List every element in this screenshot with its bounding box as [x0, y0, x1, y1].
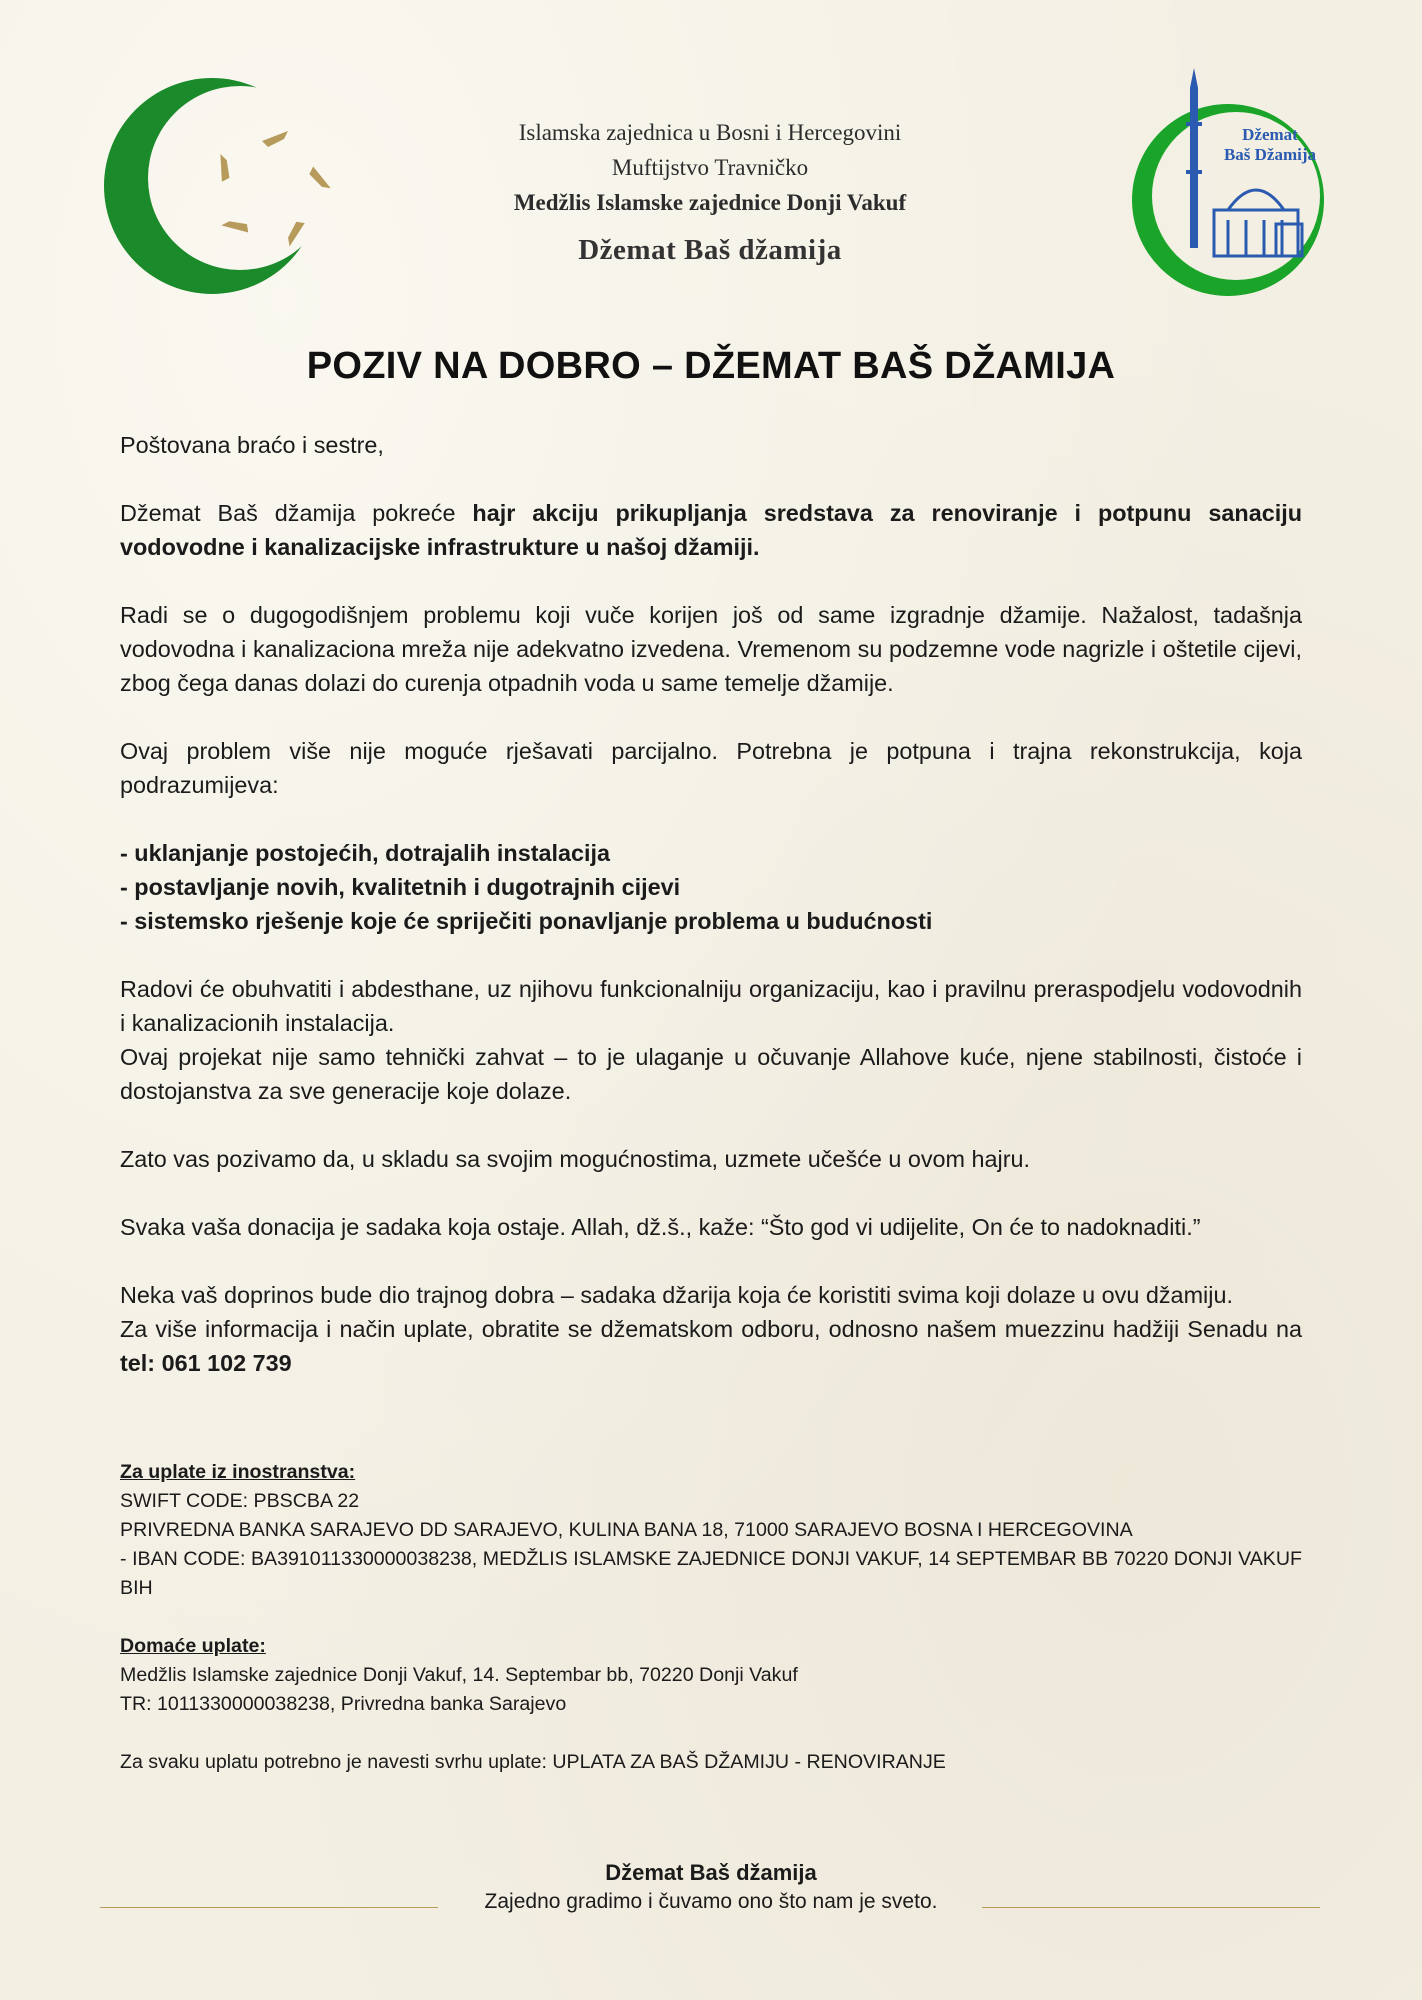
paragraph-2: Radi se o dugogodišnjem problemu koji vuče korijen još od same izgradnje džamije. Nažalost, tadašnja vodovodna i kanalizaciona mreža nije adekvatno izvedena. Vremenom su podzemne vode nagrizle i oštetile cijevi, zbog čega danas dolazi do curenja otpadnih voda u same temelje džamije.: [120, 602, 1302, 696]
payment-details: [120, 1458, 1302, 1777]
paragraph-3: Ovaj problem više nije moguće rješavati parcijalno. Potrebna je potpuna i trajna rekonstrukcija, koja podrazumijeva:: [120, 738, 1302, 798]
paragraph-6: Zato vas pozivamo da, u skladu sa svojim mogućnostima, uzmete učešće u ovom hajru.: [120, 1146, 1031, 1172]
payment-purpose-note: Za svaku uplatu potrebno je navesti svrhu uplate: UPLATA ZA BAŠ DŽAMIJU - RENOVIRANJE: [120, 1751, 946, 1773]
paragraph-4: Radovi će obuhvatiti i abdesthane, uz njihovu funkcionalniju organizaciju, kao i pravilnu preraspodjelu vodovodnih i kanalizacionih instalacija.: [120, 976, 1302, 1036]
footer-slogan-text: Zajedno gradimo i čuvamo ono što nam je sveto.: [484, 1890, 938, 1913]
iban-code: - IBAN CODE: BA391011330000038238, MEDŽLIS ISLAMSKE ZAJEDNICE DONJI VAKUF, 14 SEPTEMBAR BB 70220 DONJI VAKUF BIH: [120, 1548, 1302, 1599]
dzemat-name: Džemat Baš džamija: [578, 234, 842, 266]
bank-address: PRIVREDNA BANKA SARAJEVO DD SARAJEVO, KULINA BANA 18, 71000 SARAJEVO BOSNA I HERCEGOVINA: [120, 1519, 1133, 1541]
org-name-line2: Muftijstvo Travničko: [611, 155, 809, 180]
greeting: Poštovana braćo i sestre,: [120, 432, 384, 458]
paragraph-5: Ovaj projekat nije samo tehnički zahvat – to je ulaganje u očuvanje Allahove kuće, njene stabilnosti, čistoće i dostojanstva za sve generacije koje dolaze.: [120, 1044, 1302, 1104]
paragraph-9-lead: Za više informacija i način uplate, obratite se džematskom odboru, odnosno našem muezzinu hadžiji Senadu na: [120, 1316, 1302, 1342]
crescent-star-icon: [100, 76, 332, 294]
logo-text-dzemat: Džemat: [1242, 125, 1298, 144]
paragraph-9: [120, 1312, 1302, 1380]
paragraph-1-lead: Džemat Baš džamija pokreće: [120, 500, 473, 526]
domestic-payments-heading: Domaće uplate:: [120, 1635, 266, 1657]
domestic-address: Medžlis Islamske zajednice Donji Vakuf, 14. Septembar bb, 70220 Donji Vakuf: [120, 1664, 798, 1686]
paragraph-7: Svaka vaša donacija je sadaka koja ostaje. Allah, dž.š., kaže: “Što god vi udijelite, On će to nadoknaditi.”: [120, 1214, 1201, 1240]
dzemat-logo: [1128, 60, 1328, 300]
islamic-community-logo: [100, 76, 332, 294]
logo-text-bas-dzamija: Baš Džamija: [1223, 145, 1317, 164]
letter-body: [120, 428, 1302, 1380]
footer-slogan: [0, 1890, 1422, 1914]
paragraph-1-bold: hajr akciju prikupljanja sredstava za renoviranje i potpunu sanaciju vodovodne i kanalizacijske infrastrukture u našoj džamiji.: [120, 500, 1302, 560]
domestic-account: TR: 1011330000038238, Privredna banka Sarajevo: [120, 1693, 567, 1715]
footer-title: Džemat Baš džamija: [605, 1860, 817, 1885]
organization-header: [410, 115, 1010, 267]
list-item: - sistemsko rješenje koje će spriječiti ponavljanje problema u budućnosti: [120, 908, 933, 934]
contact-phone: tel: 061 102 739: [120, 1350, 292, 1376]
document-title: POZIV NA DOBRO – DŽEMAT BAŠ DŽAMIJA: [306, 345, 1116, 387]
list-item: - postavljanje novih, kvalitetnih i dugotrajnih cijevi: [120, 874, 681, 900]
org-name-line3: Medžlis Islamske zajednice Donji Vakuf: [513, 190, 907, 215]
list-item: - uklanjanje postojećih, dotrajalih instalacija: [120, 840, 611, 866]
foreign-payments-heading: Za uplate iz inostranstva:: [120, 1461, 356, 1483]
mosque-icon: [1128, 60, 1328, 300]
paragraph-8: Neka vaš doprinos bude dio trajnog dobra – sadaka džarija koja će koristiti svima koji dolaze u ovu džamiju.: [120, 1282, 1233, 1308]
paragraph-1: [120, 496, 1302, 564]
org-name-line1: Islamska zajednica u Bosni i Hercegovini: [518, 120, 902, 145]
swift-code: SWIFT CODE: PBSCBA 22: [120, 1490, 360, 1512]
